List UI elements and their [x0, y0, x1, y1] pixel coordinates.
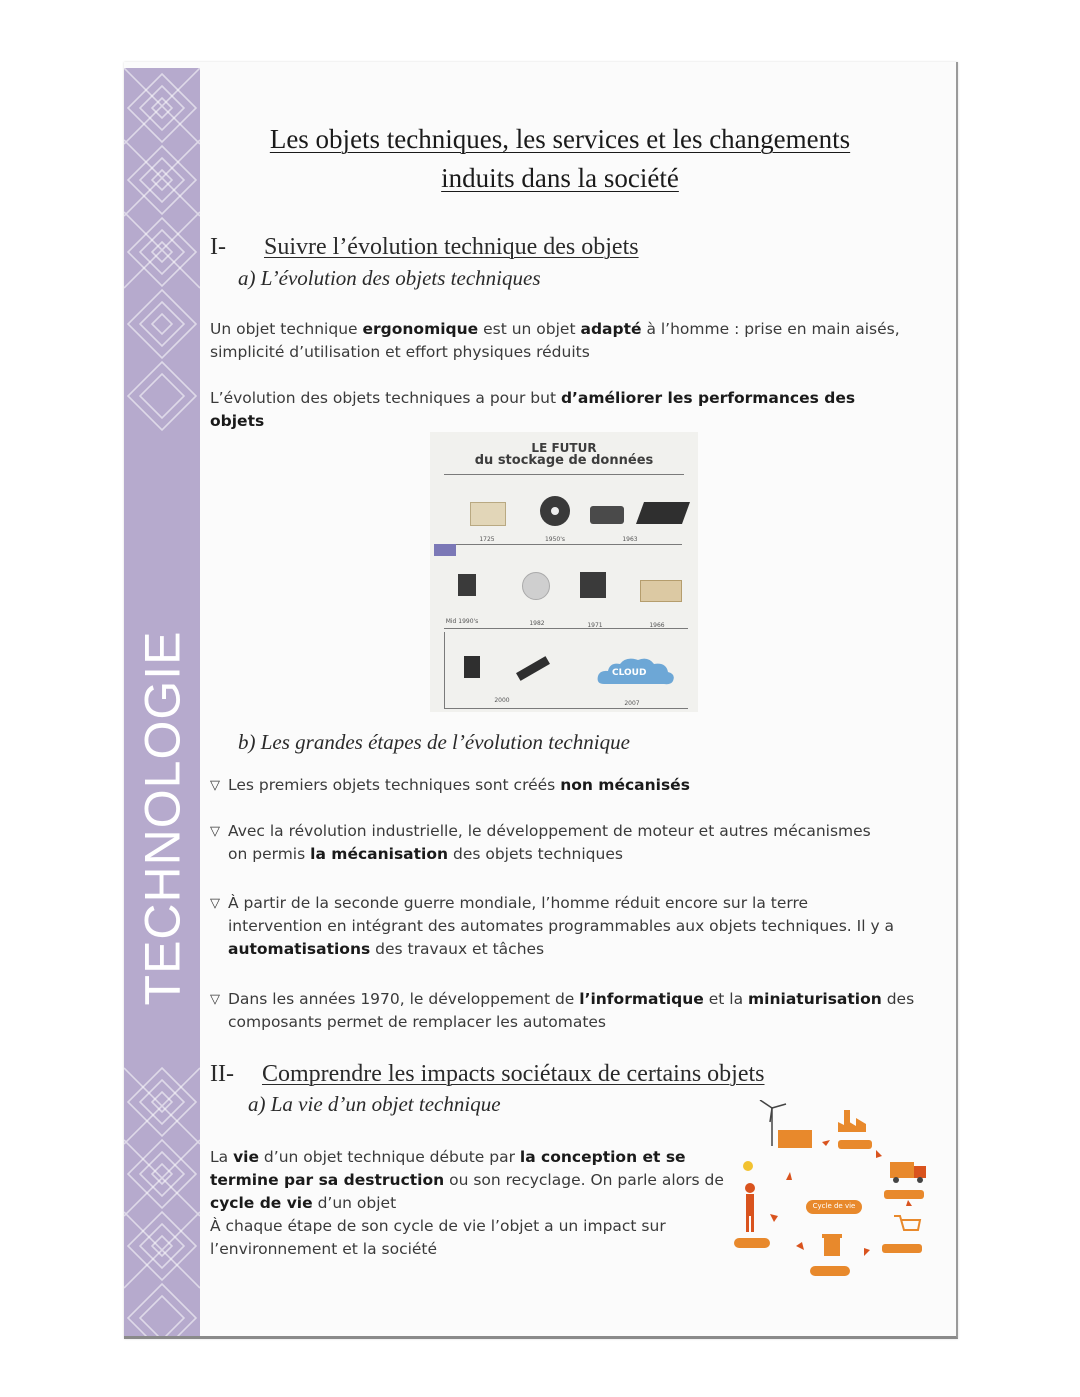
section1-heading: I- Suivre l’évolution technique des objets	[210, 234, 639, 260]
cycle-center-label: Cycle de vie	[812, 1202, 856, 1210]
hard-drive-icon	[636, 502, 690, 524]
truck-icon	[890, 1162, 926, 1183]
bullet-item: ▽ Dans les années 1970, le développement de l’informatique et la miniaturisation des composants permet de remplacer les automates	[210, 990, 915, 1031]
infographic-title2: du stockage de données	[474, 453, 654, 468]
life-cycle-illustration	[730, 1100, 940, 1290]
fin-de-vie-badge	[810, 1266, 850, 1276]
shopping-cart-icon	[894, 1216, 920, 1230]
magnetic-tape-icon	[540, 496, 570, 526]
life-cycle-diagram	[730, 1100, 940, 1290]
year-label: 1971	[587, 622, 603, 629]
paragraph-evolution: L’évolution des objets techniques a pour but d’améliorer les performances des objets	[210, 389, 856, 430]
year-label: 2007	[624, 700, 640, 707]
paragraph-cycle-de-vie: La vie d’un objet technique débute par la conception et se termine par sa destruction ou son recyclage. On parle alors de cycle de vie d’un objet À chaque étape de son cycle de vie l’objet a un impact sur l’environnement et la société	[210, 1148, 724, 1258]
infographic-title-rule	[444, 474, 684, 475]
sd-card-icon	[464, 656, 480, 678]
punched-tape-icon	[640, 580, 682, 602]
bullet-item: ▽ À partir de la seconde guerre mondiale, l’homme réduit encore sur la terre intervention en intégrant des automates programmables aux objets techniques. Il y a automatisations des travaux et tâches	[210, 894, 895, 958]
utilisation-badge	[882, 1244, 922, 1253]
section1-sub-b: b) Les grandes étapes de l’évolution technique	[238, 730, 630, 754]
trash-bin-icon	[822, 1234, 842, 1256]
fabrication-badge	[838, 1140, 872, 1149]
timeline-frame-left	[444, 632, 445, 708]
lightbulb-icon	[743, 1161, 753, 1171]
section1-sub-a: a) L’évolution des objets techniques	[238, 266, 541, 290]
triangle-bullet-icon: ▽	[210, 992, 220, 1007]
triangle-bullet-icon: ▽	[210, 824, 220, 839]
section2-sub-a: a) La vie d’un objet technique	[248, 1092, 501, 1116]
timeline-row1	[450, 544, 682, 545]
year-label: 2000	[494, 697, 510, 704]
bullet-item: ▽ Avec la révolution industrielle, le développement de moteur et autres mécanismes on permis la mécanisation des objets techniques	[210, 822, 871, 863]
start-here-tag	[434, 544, 456, 556]
page-title-line2: induits dans la société	[441, 163, 679, 193]
sidebar-title: TECHNOLOGIE	[134, 630, 191, 1006]
person-icon	[745, 1183, 755, 1232]
cassette-icon	[590, 506, 624, 524]
year-label: 1963	[622, 536, 638, 543]
triangle-bullet-icon: ▽	[210, 896, 220, 911]
section2-heading: II- Comprendre les impacts sociétaux de certains objets	[210, 1061, 765, 1087]
storage-infographic	[430, 432, 698, 712]
year-label: Mid 1990's	[445, 618, 479, 625]
cloud-label: CLOUD	[612, 668, 647, 678]
year-label: 1950's	[544, 536, 566, 543]
usb-flash-drive-icon	[516, 656, 550, 681]
page-title-line1: Les objets techniques, les services et les changements	[269, 124, 851, 154]
timeline-row3	[444, 708, 688, 709]
cd-icon	[522, 572, 550, 600]
cloud-icon	[596, 656, 676, 686]
floppy-disk-icon	[580, 572, 606, 598]
bullet-item: ▽ Les premiers objets techniques sont créés non mécanisés	[210, 774, 918, 797]
extraction-badge	[778, 1130, 812, 1148]
year-label: 1725	[479, 536, 495, 543]
punch-card-icon	[470, 502, 506, 526]
year-label: 1982	[529, 620, 545, 627]
infographic-title1: LE FUTUR	[531, 441, 597, 455]
year-label: 1966	[649, 622, 665, 629]
paragraph-ergonomique: Un objet technique ergonomique est un objet adapté à l’homme : prise en main aisés, simplicité d’utilisation et effort physiques réduits	[210, 320, 900, 361]
transport-badge	[884, 1190, 924, 1199]
factory-icon	[838, 1110, 866, 1132]
triangle-bullet-icon: ▽	[210, 778, 220, 793]
zip-disk-icon	[458, 574, 476, 596]
conception-badge	[734, 1238, 770, 1248]
